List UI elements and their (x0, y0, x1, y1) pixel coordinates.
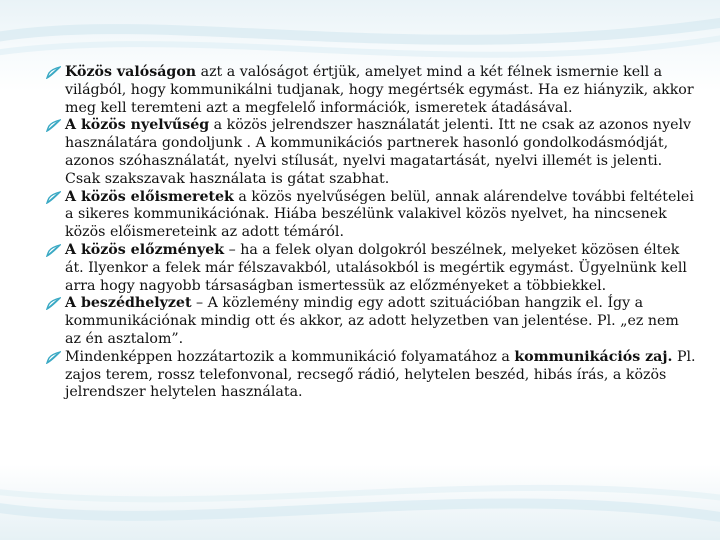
list-item (46, 349, 696, 402)
bullet-lead: A közös nyelvűség (65, 117, 210, 134)
list-item (46, 64, 696, 117)
bullet-list (46, 64, 696, 402)
list-item (46, 242, 696, 295)
bullet-text: Mindenképpen hozzátartozik a kommunikáció folyamatához a (65, 348, 515, 365)
bullet-bold-term: kommunikációs zaj. (514, 348, 673, 365)
list-item (46, 117, 696, 188)
feather-leaf-icon (46, 244, 61, 257)
list-item (46, 189, 696, 242)
bullet-text: – ha a felek olyan dolgokról beszélnek, melyeket közösen éltek át. Ilyenkor a felek már félszavakból, utalásokból is megértik egymást. Ügyelnünk kell arra hogy nagyobb társaságban ismertessük az előzményeket a többiekkel. (65, 241, 687, 294)
bullet-lead: A közös előismeretek (65, 188, 234, 205)
feather-leaf-icon (46, 351, 61, 364)
bullet-text-after: Pl. zajos terem, rossz telefonvonal, recsegő rádió, helytelen beszéd, hibás írás, a közös jelrendszer helytelen használata. (65, 348, 696, 401)
bullet-lead: A beszédhelyzet (65, 295, 192, 312)
feather-leaf-icon (46, 119, 61, 132)
feather-leaf-icon (46, 297, 61, 310)
bullet-text: a közös nyelvűségen belül, annak alárendelve további feltételei a sikeres kommunikációnak. Hiába beszélünk valakivel közös nyelvet, ha nincsenek közös előismereteink az adott témáról. (65, 188, 694, 241)
feather-leaf-icon (46, 191, 61, 204)
bullet-text: – A közlemény mindig egy adott szituációban hangzik el. Így a kommunikációnak mindig ott és akkor, az adott helyzetben van jelentése. Pl. „ez nem az én asztalom”. (65, 295, 679, 347)
bullet-text: a közös jelrendszer használatát jelenti. Itt ne csak az azonos nyelv használatára gondoljunk . A kommunikációs partnerek hasonló gondolkodásmódját, azonos szóhasználatát, nyelvi stílusát, nyelvi magatartását, nyelvi illemét is jelenti. Csak szakszavak használata is gátat szabhat. (65, 117, 692, 187)
bullet-text: azt a valóságot értjük, amelyet mind a két félnek ismernie kell a világból, hogy kommunikálni tudjanak, hogy megértsék egymást. Ha ez hiányzik, akkor meg kell teremteni azt a megfelelő információk, ismeretek átadásával. (65, 64, 694, 116)
bullet-lead: A közös előzmények (65, 241, 225, 258)
feather-leaf-icon (46, 66, 61, 79)
bullet-lead: Közös valóságon (65, 64, 197, 80)
list-item (46, 295, 696, 348)
